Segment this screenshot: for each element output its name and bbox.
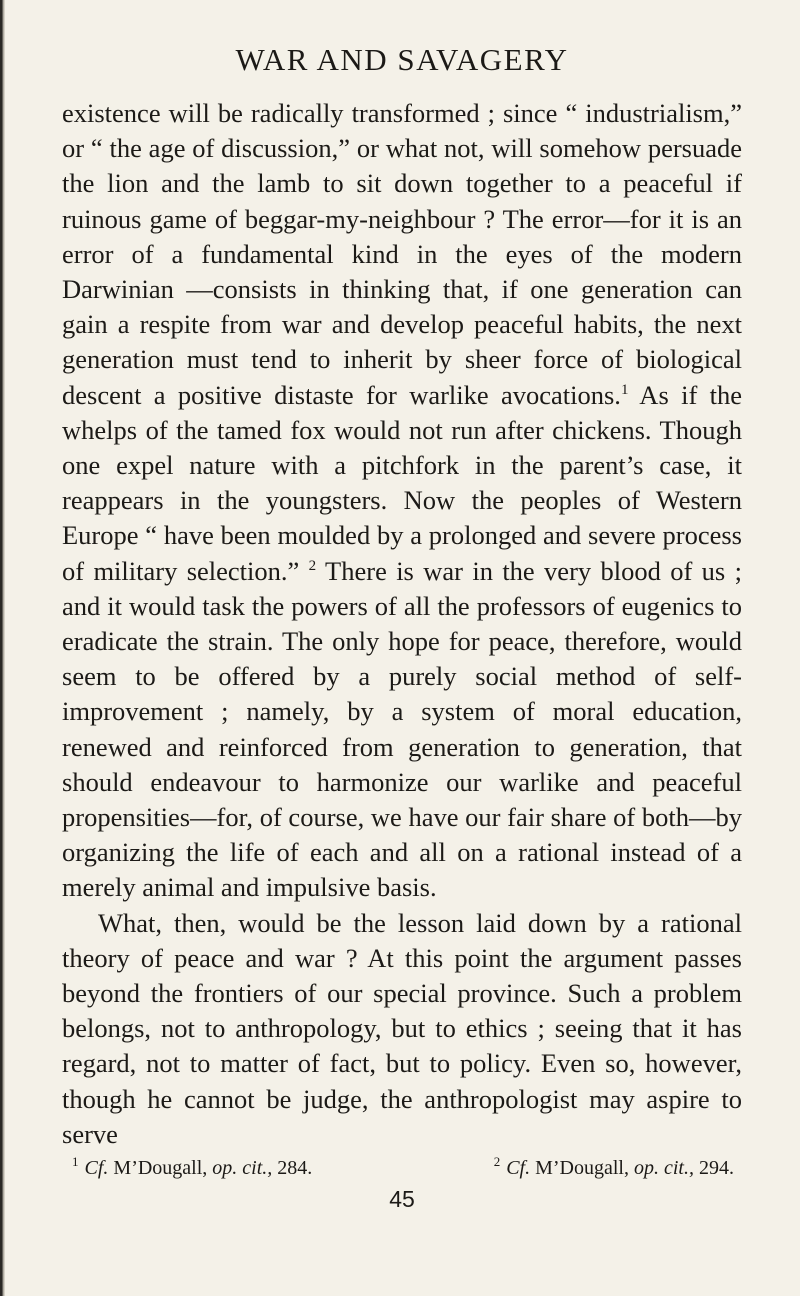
footnote-1-opcit: op. cit.,: [212, 1157, 273, 1180]
footnotes: [62, 1154, 742, 1182]
footnote-ref-2: 2: [308, 557, 317, 574]
footnote-1: [72, 1154, 312, 1182]
paragraph-1-part-3: There is war in the very blood of us ; and it would task the powers of all the professors of eugenics to eradicate the strain. The only hope for peace, therefore, would seem to be offered by a purely social method of self-improvement ; namely, by a system of moral education, renewed and reinforced from generation to generation, that should endeavour to harmonize our warlike and peaceful propensities—for, of course, we have our fair share of both—by organizing the life of each and all on a rational instead of a merely animal and impulsive basis.: [62, 555, 742, 903]
footnote-2-page: 294.: [694, 1157, 734, 1180]
body-text: [62, 96, 742, 1152]
book-page: [62, 38, 742, 1213]
footnote-1-cf: Cf.: [84, 1157, 109, 1180]
paragraph-2: What, then, would be the lesson laid down by a rational theory of peace and war ? At this point the argument passes beyond the frontiers of our special province. Such a problem belongs, not to anthropology, but to ethics ; seeing that it has regard, not to matter of fact, but to policy. Even so, however, though he cannot be judge, the anthropologist may aspire to serve: [62, 907, 742, 1149]
footnote-2-author: M’Dougall,: [530, 1157, 634, 1180]
footnote-2-marker: 2: [493, 1154, 501, 1170]
running-head: WAR AND SAVAGERY: [235, 42, 569, 77]
footnote-ref-1: 1: [620, 381, 629, 398]
page-number: 45: [389, 1186, 415, 1213]
footnote-1-page: 284.: [272, 1157, 313, 1180]
footnote-1-marker: 1: [72, 1154, 79, 1170]
footnote-2-cf: Cf.: [506, 1157, 531, 1180]
paragraph-1: [62, 96, 742, 906]
paragraph-1-part-1: existence will be radically transformed ; since “ industrialism,” or “ the age of discussion,” or what not, will somehow persuade the lion and the lamb to sit down together to a peaceful if ruinous game of beggar-my-neighbour ? The error—for it is an error of a fundamental kind in the eyes of the modern Darwinian —consists in thinking that, if one generation can gain a respite from war and develop peaceful habits, the next generation must tend to inherit by sheer force of biological descent a positive distaste for warlike avocations.: [62, 98, 742, 410]
footnote-2-opcit: op. cit.,: [634, 1157, 694, 1180]
paragraph-1-part-2: As if the whelps of the tamed fox would not run after chickens. Though one expel nature with a pitchfork in the parent’s case, it reappears in the youngsters. Now the peoples of Western Europe “ have been moulded by a prolonged and severe process of military selection.”: [62, 379, 742, 586]
footnote-1-author: M’Dougall,: [108, 1157, 213, 1180]
footnote-2: [494, 1154, 734, 1182]
page-edge-shadow: [0, 0, 5, 1296]
